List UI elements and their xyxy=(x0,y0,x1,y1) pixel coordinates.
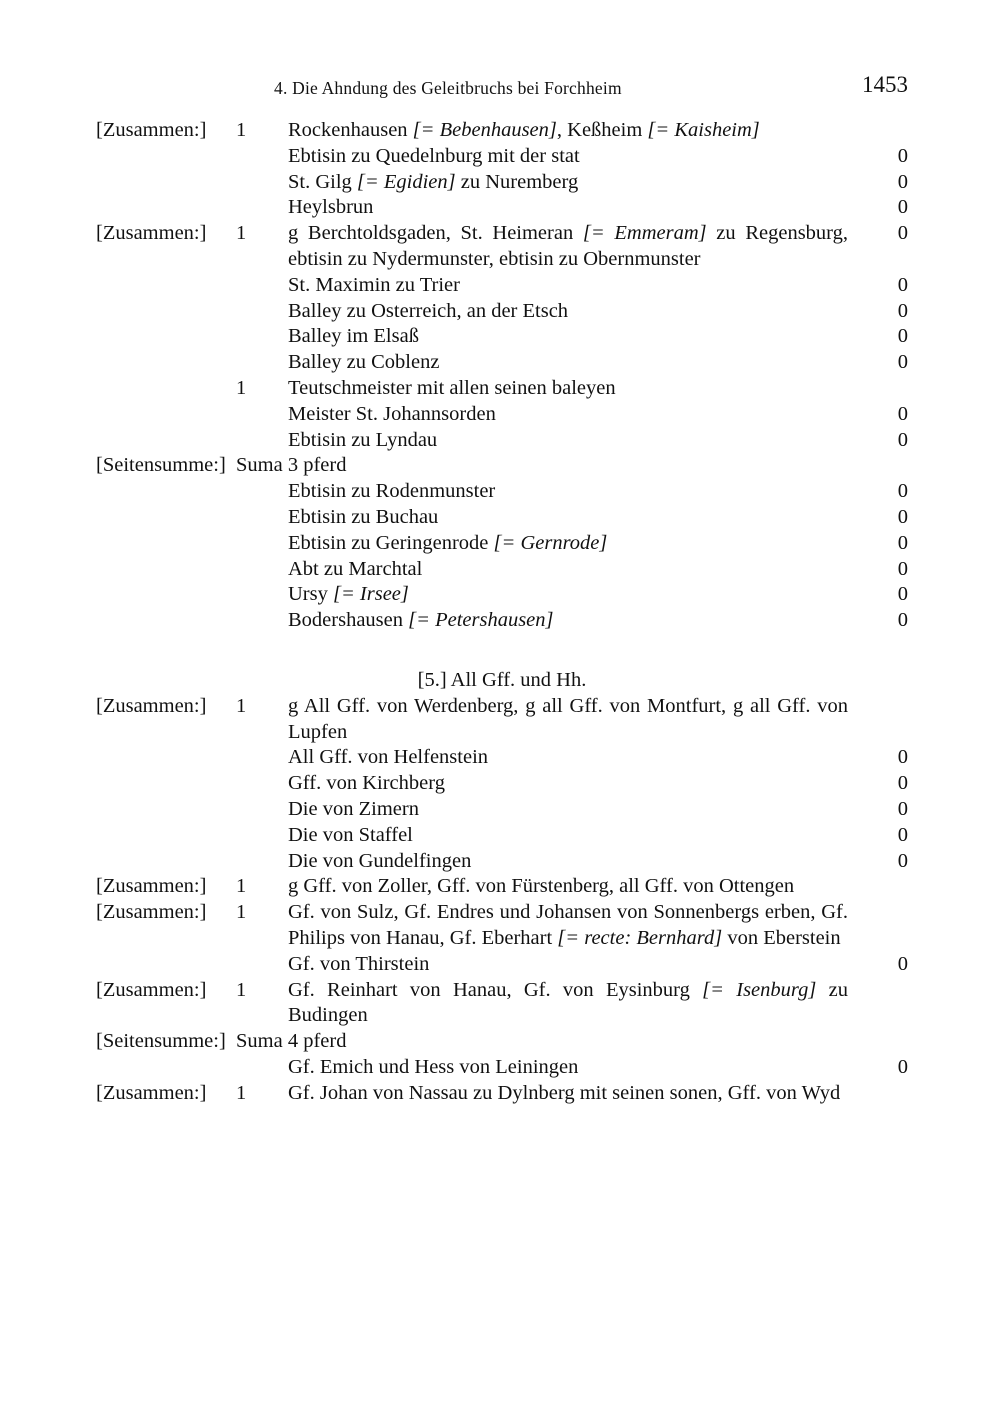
entry-text xyxy=(288,797,848,823)
entry-count: 1 xyxy=(236,1081,247,1104)
entry-text-segment: Heylsbrun xyxy=(288,196,374,219)
entry-text xyxy=(288,170,848,196)
entry-row xyxy=(96,273,908,299)
entry-count xyxy=(236,823,288,849)
entry-count xyxy=(236,479,288,505)
entry-value: 0 xyxy=(897,583,908,606)
entry-row xyxy=(96,350,908,376)
page-sum-row xyxy=(96,453,908,479)
spacer-row xyxy=(96,634,908,668)
entry-count: 1 xyxy=(236,376,247,399)
entry-row xyxy=(96,299,908,325)
entry-row xyxy=(96,608,908,634)
entry-count xyxy=(236,195,288,221)
entry-note: [Zusammen:] xyxy=(96,901,207,924)
entry-text xyxy=(288,608,848,634)
entry-count xyxy=(236,505,288,531)
entry-count xyxy=(236,428,288,454)
section-heading: [5.] All Gff. und Hh. xyxy=(417,668,587,691)
entry-row xyxy=(96,505,908,531)
entry-count xyxy=(236,531,288,557)
entry-row xyxy=(96,978,908,1030)
entry-note xyxy=(96,428,236,454)
entry-text xyxy=(288,505,848,531)
entry-value: 0 xyxy=(897,299,908,322)
entry-note xyxy=(96,823,236,849)
entry-note: [Zusammen:] xyxy=(96,694,207,717)
entry-value: 0 xyxy=(897,144,908,167)
section-heading-table xyxy=(96,634,908,694)
entry-row xyxy=(96,428,908,454)
entries-table-part-2 xyxy=(96,694,908,1107)
entry-note xyxy=(96,582,236,608)
entry-text-segment: St. Maximin zu Trier xyxy=(288,273,460,296)
entry-text xyxy=(288,849,848,875)
entry-note xyxy=(96,849,236,875)
entry-count xyxy=(236,771,288,797)
entry-note: [Zusammen:] xyxy=(96,875,207,898)
entry-note xyxy=(96,797,236,823)
entry-text xyxy=(288,428,848,454)
entry-value xyxy=(848,1081,908,1107)
entry-value: 0 xyxy=(897,952,908,975)
entry-note: [Zusammen:] xyxy=(96,222,207,245)
entry-note xyxy=(96,745,236,771)
entry-note xyxy=(96,170,236,196)
entry-count: 1 xyxy=(236,901,247,924)
entry-row xyxy=(96,849,908,875)
entry-note xyxy=(96,608,236,634)
entry-row xyxy=(96,118,908,144)
entry-note xyxy=(96,505,236,531)
entry-count xyxy=(236,324,288,350)
entry-count xyxy=(236,273,288,299)
entry-value: 0 xyxy=(897,823,908,846)
editorial-gloss: [= Bebenhausen] xyxy=(412,119,557,141)
entry-text xyxy=(288,823,848,849)
entry-text-segment: Ebtisin zu Buchau xyxy=(288,505,439,528)
entry-count xyxy=(236,849,288,875)
entry-text xyxy=(288,118,848,144)
entry-value xyxy=(848,1029,908,1055)
entry-text-segment: Abt zu Marchtal xyxy=(288,557,423,580)
editorial-gloss: [= Emmeram] xyxy=(582,222,707,245)
entry-row xyxy=(96,582,908,608)
entry-count: 1 xyxy=(236,222,247,245)
entry-text-segment: Die von Zimern xyxy=(288,797,419,820)
entry-text-segment: , Keßheim xyxy=(556,119,648,141)
entry-value xyxy=(848,118,908,144)
entry-text-segment: All Gff. von Helfenstein xyxy=(288,746,489,769)
entry-count xyxy=(236,952,288,978)
running-head-title: 4. Die Ahndung des Geleitbruchs bei Forchheim xyxy=(274,78,622,98)
entry-row xyxy=(96,900,908,952)
entry-count xyxy=(236,582,288,608)
entry-value: 0 xyxy=(897,505,908,528)
editorial-gloss: [= Gernrode] xyxy=(493,531,608,554)
entry-count xyxy=(236,350,288,376)
entry-count: 1 xyxy=(236,119,247,141)
entry-note: [Zusammen:] xyxy=(96,1081,207,1104)
entry-row xyxy=(96,479,908,505)
entry-note xyxy=(96,531,236,557)
entry-text-segment: Ebtisin zu Lyndau xyxy=(288,428,438,451)
entry-text-segment: Gff. von Kirchberg xyxy=(288,772,445,795)
editorial-gloss: [= recte: Bernhard] xyxy=(557,926,723,949)
entry-value xyxy=(848,376,908,402)
entry-text-segment: Gf. von Sulz, Gf. Endres und Johansen von Sonnenbergs erben, Gf. Philips von Hanau, Gf. Eberhart xyxy=(288,901,848,949)
entry-value: 0 xyxy=(897,170,908,193)
entry-row xyxy=(96,1081,908,1107)
entry-text xyxy=(288,531,848,557)
entry-text xyxy=(288,1081,848,1107)
entry-text xyxy=(288,952,848,978)
entries-body-1 xyxy=(96,118,908,634)
entry-text xyxy=(288,479,848,505)
entry-text-segment: Teutschmeister mit allen seinen baleyen xyxy=(288,376,616,399)
entry-text-segment: zu Regensburg, ebtisin zu Nydermunster, ebtisin zu Obernmunster xyxy=(288,222,849,270)
entry-text-segment: Ursy xyxy=(288,583,333,606)
entry-count xyxy=(236,299,288,325)
entry-row xyxy=(96,952,908,978)
entry-value xyxy=(848,453,908,479)
entry-note xyxy=(96,324,236,350)
entry-row xyxy=(96,557,908,583)
entry-text xyxy=(288,900,848,952)
section-heading-row xyxy=(96,668,908,694)
entry-row xyxy=(96,221,908,273)
entry-row xyxy=(96,531,908,557)
entry-row xyxy=(96,144,908,170)
entry-row xyxy=(96,170,908,196)
page-body xyxy=(96,118,908,1106)
entry-value: 0 xyxy=(897,480,908,503)
editorial-gloss: [= Isenburg] xyxy=(702,978,817,1001)
entry-row xyxy=(96,771,908,797)
entry-text xyxy=(288,376,848,402)
entry-text-segment: Gf. von Thirstein xyxy=(288,952,430,975)
entry-value: 0 xyxy=(897,557,908,580)
page-sum-row xyxy=(96,1029,908,1055)
entry-value: 0 xyxy=(897,222,908,245)
entry-note xyxy=(96,299,236,325)
editorial-gloss: [= Kaisheim] xyxy=(647,119,760,141)
entry-text-segment: g Berchtoldsgaden, St. Heimeran xyxy=(288,222,583,245)
seitensumme-label: [Seitensumme:] xyxy=(96,1030,226,1053)
entry-count xyxy=(236,608,288,634)
entry-value: 0 xyxy=(897,609,908,632)
entry-count: 1 xyxy=(236,978,247,1001)
entry-text-segment: Balley zu Osterreich, an der Etsch xyxy=(288,299,569,322)
entry-value: 0 xyxy=(897,849,908,872)
entry-row xyxy=(96,823,908,849)
entry-value: 0 xyxy=(897,428,908,451)
entry-text-segment: Ebtisin zu Rodenmunster xyxy=(288,480,496,503)
entry-value: 0 xyxy=(897,402,908,425)
entry-note xyxy=(96,144,236,170)
entry-value: 0 xyxy=(897,772,908,795)
entry-text-segment: von Eberstein xyxy=(722,926,841,949)
entries-table-part-1 xyxy=(96,118,908,634)
entry-text-segment: Die von Staffel xyxy=(288,823,413,846)
entry-value: 0 xyxy=(897,1055,908,1078)
editorial-gloss: [= Egidien] xyxy=(356,170,456,193)
seitensumme-label: [Seitensumme:] xyxy=(96,454,226,477)
entry-text xyxy=(288,144,848,170)
entry-note xyxy=(96,952,236,978)
entry-text-segment: Ebtisin zu Quedelnburg mit der stat xyxy=(288,144,580,167)
entry-row xyxy=(96,324,908,350)
entry-value: 0 xyxy=(897,351,908,374)
entry-note xyxy=(96,273,236,299)
entry-note: [Zusammen:] xyxy=(96,978,207,1001)
entry-text-segment: Balley zu Coblenz xyxy=(288,351,440,374)
entry-text-segment: zu Budingen xyxy=(288,978,848,1027)
entry-text-segment: St. Gilg xyxy=(288,170,357,193)
entry-text xyxy=(288,402,848,428)
entry-count: 1 xyxy=(236,875,247,898)
entry-value: 0 xyxy=(897,273,908,296)
editorial-gloss: [= Petershausen] xyxy=(408,609,554,632)
page-number: 1453 xyxy=(862,72,908,97)
entry-note xyxy=(96,376,236,402)
entry-row xyxy=(96,376,908,402)
entry-row xyxy=(96,694,908,746)
entry-row xyxy=(96,1055,908,1081)
entry-text-segment: zu Nuremberg xyxy=(455,170,579,193)
editorial-gloss: [= Irsee] xyxy=(332,583,409,606)
entry-note xyxy=(96,402,236,428)
entry-count xyxy=(236,797,288,823)
page-sum-text: Suma 3 pferd xyxy=(236,454,347,477)
entry-text xyxy=(288,771,848,797)
entry-note xyxy=(96,479,236,505)
entry-text xyxy=(288,874,848,900)
entry-row xyxy=(96,402,908,428)
entry-text xyxy=(288,1055,848,1081)
entry-text-segment: Gf. Johan von Nassau zu Dylnberg mit seinen sonen, Gff. von Wyd xyxy=(288,1081,841,1104)
entry-text xyxy=(288,273,848,299)
entry-text xyxy=(288,195,848,221)
entry-row xyxy=(96,745,908,771)
entry-value: 0 xyxy=(897,746,908,769)
entry-value xyxy=(848,978,908,1030)
entry-text xyxy=(288,299,848,325)
page-sum-text: Suma 4 pferd xyxy=(236,1030,347,1053)
entry-value: 0 xyxy=(897,196,908,219)
entry-text-segment: Rockenhausen xyxy=(288,119,413,141)
entry-note xyxy=(96,195,236,221)
entry-note xyxy=(96,350,236,376)
entry-count xyxy=(236,144,288,170)
entry-text-segment: g Gff. von Zoller, Gff. von Fürstenberg, all Gff. von Ottengen xyxy=(288,875,795,898)
entry-row xyxy=(96,874,908,900)
running-head xyxy=(96,72,908,104)
entry-value: 0 xyxy=(897,797,908,820)
entry-text-segment: g All Gff. von Werdenberg, g all Gff. von Montfurt, g all Gff. von Lupfen xyxy=(288,694,848,743)
entry-note xyxy=(96,771,236,797)
entry-note xyxy=(96,557,236,583)
entry-text-segment: Gf. Emich und Hess von Leiningen xyxy=(288,1055,579,1078)
entry-text-segment: Balley im Elsaß xyxy=(288,325,419,348)
entry-row xyxy=(96,797,908,823)
entry-count xyxy=(236,745,288,771)
entry-text xyxy=(288,324,848,350)
entry-count xyxy=(236,170,288,196)
entry-text-segment: Die von Gundelfingen xyxy=(288,849,472,872)
entry-row xyxy=(96,195,908,221)
entry-value: 0 xyxy=(897,531,908,554)
entry-value xyxy=(848,874,908,900)
entry-text xyxy=(288,557,848,583)
entry-count xyxy=(236,557,288,583)
entry-text xyxy=(288,221,848,273)
entry-value: 0 xyxy=(897,325,908,348)
entry-note: [Zusammen:] xyxy=(96,119,207,141)
entry-text-segment: Bodershausen xyxy=(288,609,409,632)
entry-text xyxy=(288,745,848,771)
entry-text xyxy=(288,694,848,746)
entry-text xyxy=(288,350,848,376)
entry-count: 1 xyxy=(236,694,247,717)
entry-text-segment: Gf. Reinhart von Hanau, Gf. von Eysinburg xyxy=(288,978,703,1001)
entry-value xyxy=(848,900,908,952)
entry-text xyxy=(288,978,848,1030)
entries-body-2 xyxy=(96,694,908,1107)
entry-text xyxy=(288,582,848,608)
entry-count xyxy=(236,1055,288,1081)
entry-count xyxy=(236,402,288,428)
entry-value xyxy=(848,694,908,746)
entry-note xyxy=(96,1055,236,1081)
entry-text-segment: Ebtisin zu Geringenrode xyxy=(288,531,494,554)
entry-text-segment: Meister St. Johannsorden xyxy=(288,402,496,425)
